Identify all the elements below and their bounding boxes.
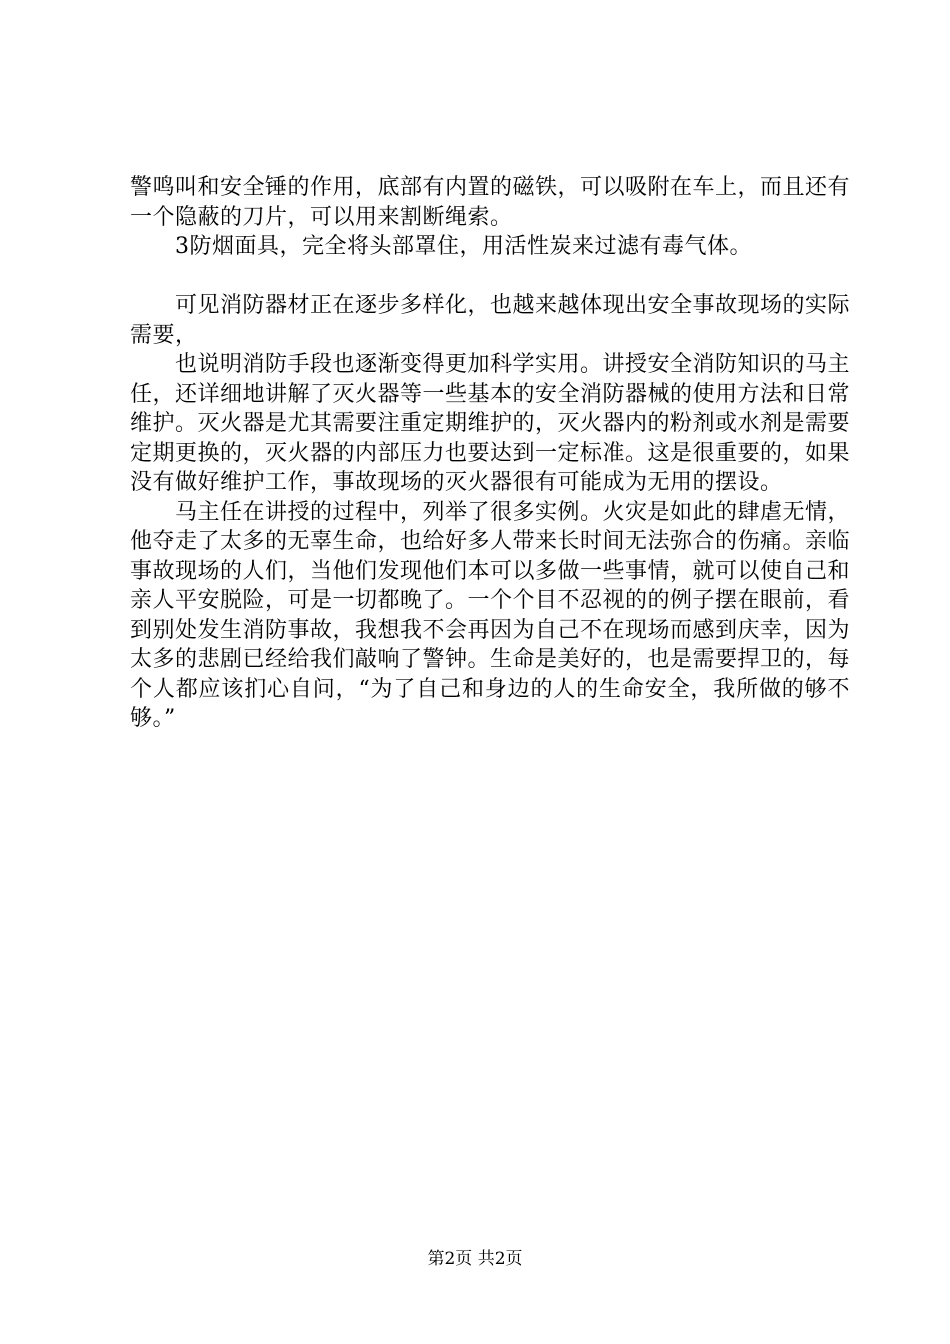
document-body	[130, 173, 850, 734]
paragraph-gap	[130, 262, 850, 292]
paragraph-smoke-mask: 3防烟面具，完全将头部罩住，用活性炭来过滤有毒气体。	[175, 234, 752, 259]
paragraph-equipment-diversity: 可见消防器材正在逐步多样化，也越来越体现出安全事故现场的实际需要，	[130, 293, 851, 348]
paragraph-continued: 警鸣叫和安全锤的作用，底部有内置的磁铁，可以吸附在车上，而且还有一个隐蔽的刀片，可以用来割断绳索。	[130, 175, 851, 230]
page-number-footer: 第2页 共2页	[427, 1249, 523, 1269]
paragraph-examples: 马主任在讲授的过程中，列举了很多实例。火灾是如此的肆虐无情，他夺走了太多的无辜生命，也给好多人带来长时间无法弥合的伤痛。亲临事故现场的人们，当他们发现他们本可以多做一些事情，就可以使自己和亲人平安脱险，可是一切都晚了。一个个目不忍视的的例子摆在眼前，看到别处发生消防事故，我想我不会再因为自己不在现场而感到庆幸，因为太多的悲剧已经给我们敲响了警钟。生命是美好的，也是需要捍卫的，每个人都应该扪心自问，“为了自己和身边的人的生命安全，我所做的够不够。”	[130, 499, 851, 731]
paragraph-extinguisher-maintenance: 也说明消防手段也逐渐变得更加科学实用。讲授安全消防知识的马主任，还详细地讲解了灭火器等一些基本的安全消防器械的使用方法和日常维护。灭火器是尤其需要注重定期维护的，灭火器内的粉剂或水剂是需要定期更换的，灭火器的内部压力也要达到一定标准。这是很重要的，如果没有做好维护工作，事故现场的灭火器很有可能成为无用的摆设。	[130, 352, 851, 495]
